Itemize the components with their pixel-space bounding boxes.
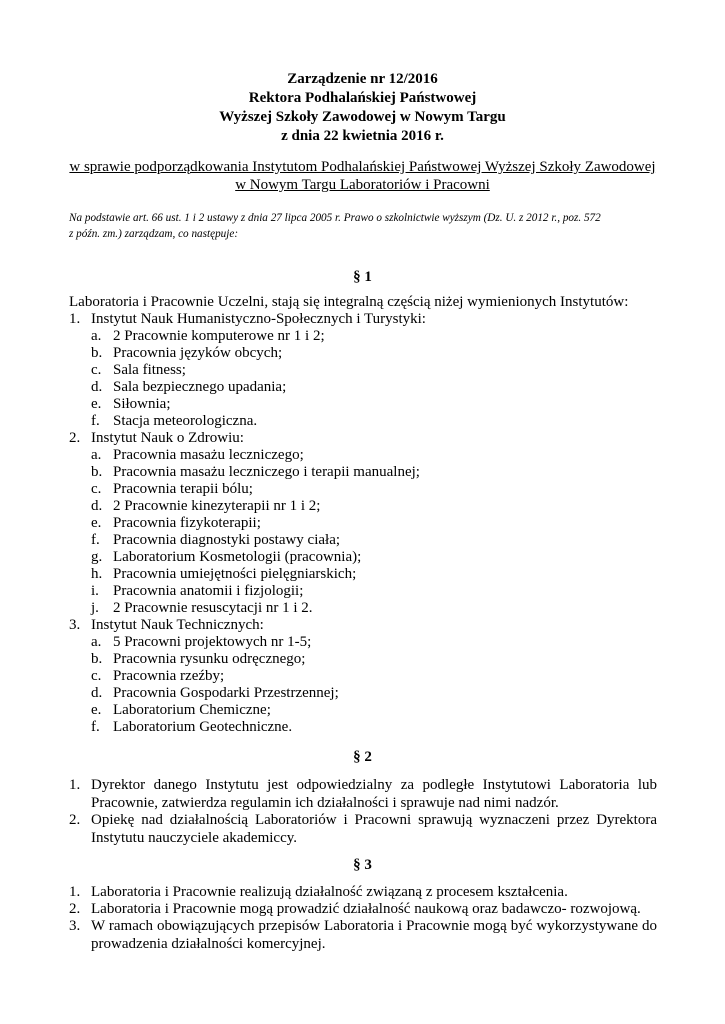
institute-name: Instytut Nauk o Zdrowiu: — [91, 430, 244, 446]
subject-line-1: w sprawie podporządkowania Instytutom Podhalańskiej Państwowej Wyższej Szkoły Zawodowej — [69, 159, 656, 175]
item-letter: g. — [91, 549, 103, 565]
item-letter: b. — [91, 464, 103, 480]
item-letter: c. — [91, 668, 102, 684]
item-text: Pracownia diagnostyki postawy ciała; — [113, 532, 341, 548]
document-title — [0, 70, 725, 146]
item-letter: b. — [91, 651, 103, 667]
item-text: Pracownia języków obcych; — [113, 345, 283, 361]
item-letter: d. — [91, 379, 103, 395]
item-text: Opiekę nad działalnością Laboratoriów i Pracowni sprawują wyznaczeni przez Dyrektora Instytutu nauczyciele akademiccy. — [91, 812, 657, 846]
item-text: 2 Pracownie kinezyterapii nr 1 i 2; — [113, 498, 321, 514]
item-letter: e. — [91, 396, 102, 412]
section-3-heading: § 3 — [353, 857, 372, 873]
item-letter: a. — [91, 634, 102, 650]
institute-number: 2. — [69, 430, 81, 446]
institute-name: Instytut Nauk Humanistyczno-Społecznych i Turystyki: — [91, 311, 426, 327]
item-text: Dyrektor danego Instytutu jest odpowiedzialny za podległe Instytutowi Laboratoria lub Pracownie, zatwierdza regulamin ich działalności i sprawuje nad nimi nadzór. — [91, 777, 657, 811]
legal-basis — [69, 210, 659, 242]
item-text: Siłownia; — [113, 396, 171, 412]
institute-number: 3. — [69, 617, 81, 633]
basis-line-1: Na podstawie art. 66 ust. 1 i 2 ustawy z dnia 27 lipca 2005 r. Prawo o szkolnictwie wyższym (Dz. U. z 2012 r., poz. 572 — [69, 212, 601, 224]
item-number: 1. — [69, 777, 81, 793]
item-text: Laboratorium Kosmetologii (pracownia); — [113, 549, 362, 565]
item-text: Laboratoria i Pracownie mogą prowadzić działalność naukową oraz badawczo- rozwojową. — [91, 901, 641, 917]
item-text: W ramach obowiązujących przepisów Laboratoria i Pracownie mogą być wykorzystywane do prowadzenia działalności komercyjnej. — [91, 918, 657, 952]
item-text: Pracownia rysunku odręcznego; — [113, 651, 306, 667]
item-text: Pracownia terapii bólu; — [113, 481, 253, 497]
item-letter: e. — [91, 515, 102, 531]
title-line-3: Wyższej Szkoły Zawodowej w Nowym Targu — [219, 109, 506, 125]
title-line-2: Rektora Podhalańskiej Państwowej — [248, 90, 477, 106]
title-line-4: z dnia 22 kwietnia 2016 r. — [281, 128, 444, 144]
item-letter: c. — [91, 362, 102, 378]
document-subject — [0, 158, 725, 194]
item-letter: d. — [91, 685, 103, 701]
subject-line-2: w Nowym Targu Laboratoriów i Pracowni — [235, 177, 490, 193]
title-line-1: Zarządzenie nr 12/2016 — [287, 71, 438, 87]
section-1-heading: § 1 — [353, 269, 372, 285]
item-text: Sala fitness; — [113, 362, 186, 378]
item-text: Pracownia umiejętności pielęgniarskich; — [113, 566, 357, 582]
institute-number: 1. — [69, 311, 81, 327]
item-text: Laboratorium Chemiczne; — [113, 702, 271, 718]
item-letter: f. — [91, 413, 100, 429]
item-letter: h. — [91, 566, 103, 582]
item-text: 2 Pracownie komputerowe nr 1 i 2; — [113, 328, 325, 344]
item-letter: f. — [91, 532, 100, 548]
item-text: Pracownia fizykoterapii; — [113, 515, 261, 531]
item-number: 3. — [69, 918, 81, 934]
item-letter: a. — [91, 447, 102, 463]
item-letter: i. — [91, 583, 99, 599]
item-letter: b. — [91, 345, 103, 361]
item-text: Pracownia Gospodarki Przestrzennej; — [113, 685, 339, 701]
item-text: Pracownia rzeźby; — [113, 668, 225, 684]
item-letter: d. — [91, 498, 103, 514]
item-number: 2. — [69, 812, 81, 828]
item-text: Sala bezpiecznego upadania; — [113, 379, 287, 395]
item-text: Pracownia masażu leczniczego i terapii manualnej; — [113, 464, 420, 480]
item-number: 1. — [69, 884, 81, 900]
item-text: Stacja meteorologiczna. — [113, 413, 258, 429]
institute-name: Instytut Nauk Technicznych: — [91, 617, 264, 633]
item-text: Pracownia masażu leczniczego; — [113, 447, 304, 463]
item-letter: a. — [91, 328, 102, 344]
item-text: Pracownia anatomii i fizjologii; — [113, 583, 304, 599]
basis-line-2: z późn. zm.) zarządzam, co następuje: — [69, 228, 239, 240]
item-letter: j. — [91, 600, 99, 616]
item-text: 2 Pracownie resuscytacji nr 1 i 2. — [113, 600, 313, 616]
item-number: 2. — [69, 901, 81, 917]
section-1-intro: Laboratoria i Pracownie Uczelni, stają się integralną częścią niżej wymienionych Instytutów: — [69, 294, 629, 310]
item-letter: f. — [91, 719, 100, 735]
section-2-heading: § 2 — [353, 749, 372, 765]
item-text: 5 Pracowni projektowych nr 1-5; — [113, 634, 312, 650]
item-text: Laboratorium Geotechniczne. — [113, 719, 293, 735]
item-text: Laboratoria i Pracownie realizują działalność związaną z procesem kształcenia. — [91, 884, 568, 900]
item-letter: e. — [91, 702, 102, 718]
item-letter: c. — [91, 481, 102, 497]
